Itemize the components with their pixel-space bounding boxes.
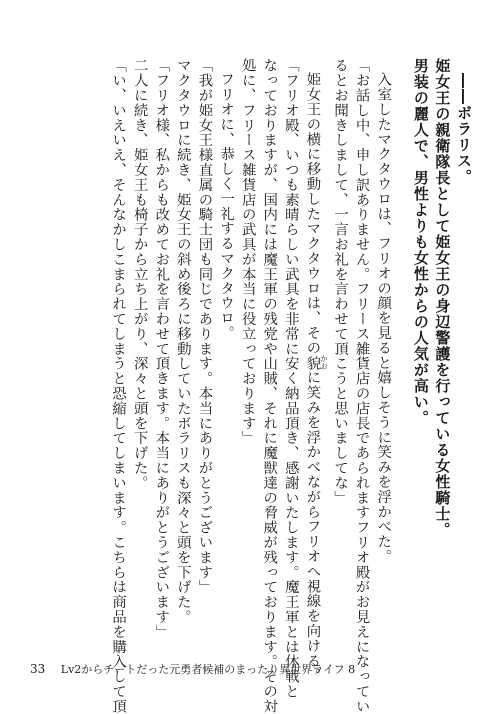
body-line: 二人に続き、姫女王も椅子から立ち上がり、深々と頭を下げた。 <box>131 58 148 491</box>
page-number: 33 <box>30 662 46 676</box>
body-line: 「お話し中、申し訳ありません。フリース雑貨店の店長であられますフリオ殿がお見えになってい <box>353 58 370 714</box>
body-line: マクタウロに続き、姫女王の斜め後ろに移動していたボラリスも深々と頭を下げた。 <box>174 58 191 625</box>
running-title: Lv2からチートだった元勇者候補のまったり異世界ライフ 8 <box>60 663 356 676</box>
paragraph-gap <box>393 58 409 676</box>
character-intro-line: 男装の麗人で、男性よりも女性からの人気が高い。 <box>411 58 430 426</box>
body-line: 「我が姫女王様直属の騎士団も同じであります。本当にありがとうございます」 <box>196 58 213 595</box>
ruby-annotation: 貌 かお <box>304 355 329 371</box>
body-text <box>107 58 475 714</box>
body-line: 「フリオ殿、いつも素晴らしい武具を非常に安く納品頂き、感謝いたします。魔王軍とは休戦と <box>282 58 299 699</box>
page-footer <box>30 661 355 677</box>
character-intro-line: 姫女王の親衛隊長として姫女王の身辺警護を行っている女性騎士。 <box>433 58 452 538</box>
character-intro-line: ――ボラリス。 <box>455 73 473 185</box>
body-line: 「フリオ様、私からも改めてお礼を言わせて頂きます。本当にありがとうございます」 <box>153 58 170 640</box>
body-line: るとお聞きしまして、一言お礼を言わせて頂こうと思いましてな」 <box>332 58 349 505</box>
body-line: 入室したマクタウロは、フリオの顔を見ると嬉しそうに笑みを浮かべた。 <box>375 72 392 565</box>
body-line: 姫女王の横に移動したマクタウロは、その貌 かおに笑みを浮かべながらフリオへ視線を向ける。 <box>304 72 329 684</box>
body-line: フリオに、恭しく一礼するマクタウロ。 <box>218 72 235 341</box>
body-line: なっておりますが、国内には魔王軍の残党や山賊、それに魔獣達の脅威が残っております。その対 <box>261 58 278 714</box>
body-line: 「い、いえいえ、そんなかしこまられてしまうと恐縮してしまいます。こちらは商品を購入して頂 <box>110 58 127 714</box>
body-line: 処に、フリース雑貨店の武具が本当に役立っております」 <box>239 58 256 446</box>
